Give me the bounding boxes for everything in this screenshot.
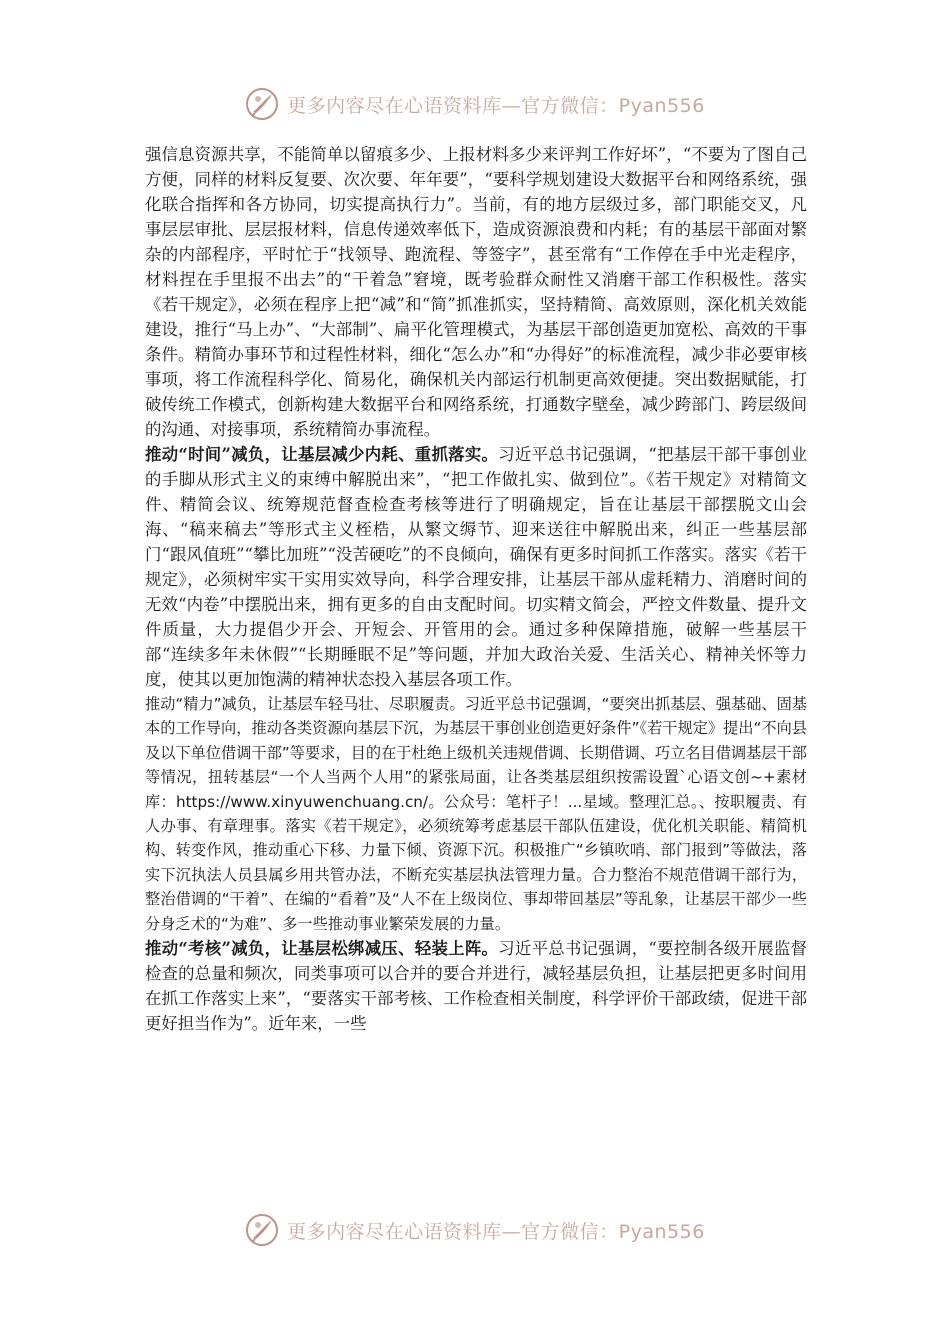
footer-banner-text: 更多内容尽在心语资料库—官方微信：Pyan556 xyxy=(287,1220,705,1243)
paragraph-2 xyxy=(145,442,807,692)
paragraph-4-heading: 推动“考核”减负，让基层松绑减压、轻装上阵。 xyxy=(145,939,499,959)
quill-logo-icon xyxy=(245,87,279,121)
paragraph-4 xyxy=(145,936,807,1036)
header-banner-text: 更多内容尽在心语资料库—官方微信：Pyan556 xyxy=(287,94,705,117)
paragraph-3: 推动“精力”减负，让基层车轻马壮、尽职履责。习近平总书记强调，“要突出抓基层、强基础、固基本的工作导向，推动各类资源向基层下沉，为基层干事创业创造更好条件”《若干规定》提出“不向县及以下单位借调干部”等要求，目的在于杜绝上级机关违规借调、长期借调、巧立名目借调基层干部等情况，扭转基层“一个人当两个人用”的紧张局面，让各类基层组织按需设置`心语文创~+素材库：https://www.xinyuwenchuang.cn/。公众号：笔杆子！...星域。整理汇总。、按职履责、有人办事、有章理事。落实《若干规定》，必须统筹考虑基层干部队伍建设，优化机关职能、精简机构、转变作风，推动重心下移、力量下倾、资源下沉。积极推广“乡镇吹哨、部门报到”等做法，落实下沉执法人员县属乡用共管办法，不断充实基层执法管理力量。合力整治不规范借调干部行为，整治借调的“干着”、在编的“看着”及“人不在上级岗位、事却带回基层”等乱象，让基层干部少一些分身乏术的“为难”、多一些推动事业繁荣发展的力量。 xyxy=(145,695,807,933)
footer-banner xyxy=(0,1210,950,1250)
paragraph-1: 强信息资源共享，不能简单以留痕多少、上报材料多少来评判工作好坏”，“不要为了图自己方便，同样的材料反复要、次次要、年年要”，“要科学规划建设大数据平台和网络系统，强化联合指挥和各方协同，切实提高执行力”。当前，有的地方层级过多，部门职能交叉，凡事层层审批、层层报材料，信息传递效率低下，造成资源浪费和内耗；有的基层干部面对繁杂的内部程序，平时忙于“找领导、跑流程、等签字”，甚至常有“工作停在手中光走程序，材料捏在手里报不出去”的“干着急”窘境，既考验群众耐性又消磨干部工作积极性。落实《若干规定》，必须在程序上把“减”和“简”抓准抓实，坚持精简、高效原则，深化机关效能建设，推行“马上办”、“大部制”、扁平化管理模式，为基层干部创造更加宽松、高效的干事条件。精简办事环节和过程性材料，细化“怎么办”和“办得好”的标准流程，减少非必要审核事项，将工作流程科学化、简易化，确保机关内部运行机制更高效便捷。突出数据赋能，打破传统工作模式，创新构建大数据平台和网络系统，打通数字壁垒，减少跨部门、跨层级间的沟通、对接事项，系统精简办事流程。 xyxy=(145,145,807,439)
quill-logo-icon xyxy=(245,1213,279,1247)
document-body xyxy=(145,142,807,1036)
header-banner xyxy=(0,84,950,124)
paragraph-4-body: 习近平总书记强调，“要控制各级开展监督检查的总量和频次，同类事项可以合并的要合并进行，减轻基层负担，让基层把更多时间用在抓工作落实上来”，“要落实干部考核、工作检查相关制度，科学评价干部政绩，促进干部更好担当作为”。近年来，一些 xyxy=(145,939,807,1034)
paragraph-2-body: 习近平总书记强调，“把基层干部干事创业的手脚从形式主义的束缚中解脱出来”，“把工作做扎实、做到位”。《若干规定》对精简文件、精简会议、统筹规范督查检查考核等进行了明确规定，旨在让基层干部摆脱文山会海、“稿来稿去”等形式主义桎梏，从繁文缛节、迎来送往中解脱出来，纠正一些基层部门“跟风值班”“攀比加班”“没苦硬吃”的不良倾向，确保有更多时间抓工作落实。落实《若干规定》，必须树牢实干实用实效导向，科学合理安排，让基层干部从虚耗精力、消磨时间的无效“内卷”中摆脱出来，拥有更多的自由支配时间。切实精文简会，严控文件数量、提升文件质量，大力提倡少开会、开短会、开管用的会。通过多种保障措施，破解一些基层干部“连续多年未休假”“长期睡眠不足”等问题，并加大政治关爱、生活关心、精神关怀等力度，使其以更加饱满的精神状态投入基层各项工作。 xyxy=(145,445,807,689)
paragraph-2-heading: 推动“时间”减负，让基层减少内耗、重抓落实。 xyxy=(145,445,499,464)
